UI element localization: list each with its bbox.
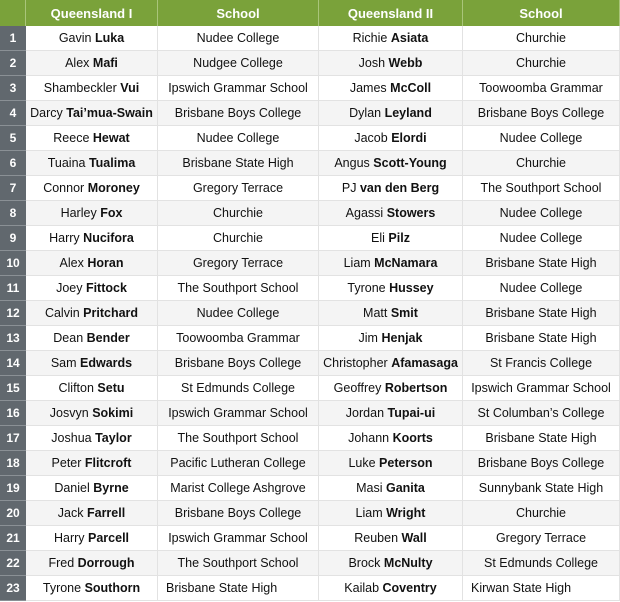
player-first-name: Josh xyxy=(358,56,386,70)
queensland-2-player xyxy=(319,476,463,501)
player-last-name: Tai’mua-Swain xyxy=(66,106,153,120)
queensland-1-player xyxy=(26,551,158,576)
table-row xyxy=(0,501,620,526)
player-first-name: Darcy xyxy=(30,106,63,120)
player-last-name: Byrne xyxy=(93,481,129,495)
player-first-name: Joey xyxy=(56,281,83,295)
player-last-name: Webb xyxy=(388,56,423,70)
row-number: 12 xyxy=(0,301,26,326)
table-row xyxy=(0,376,620,401)
player-last-name: Stowers xyxy=(386,206,436,220)
queensland-1-player xyxy=(26,26,158,51)
player-last-name: Wall xyxy=(401,531,427,545)
player-first-name: Tyrone xyxy=(347,281,386,295)
queensland-2-school: St Edmunds College xyxy=(463,551,620,576)
queensland-2-player xyxy=(319,451,463,476)
queensland-1-school: Nudgee College xyxy=(158,51,319,76)
table-row xyxy=(0,551,620,576)
queensland-1-player xyxy=(26,101,158,126)
player-last-name: van den Berg xyxy=(359,181,440,195)
player-first-name: Jacob xyxy=(354,131,388,145)
queensland-2-school: Churchie xyxy=(463,26,620,51)
row-number: 23 xyxy=(0,576,26,601)
player-first-name: Harry xyxy=(49,231,80,245)
player-first-name: Harley xyxy=(60,206,97,220)
queensland-1-player xyxy=(26,301,158,326)
player-first-name: Angus xyxy=(334,156,370,170)
queensland-1-school: Marist College Ashgrove xyxy=(158,476,319,501)
player-first-name: Jim xyxy=(358,331,378,345)
player-last-name: Farrell xyxy=(86,506,126,520)
queensland-1-player xyxy=(26,451,158,476)
player-first-name: Masi xyxy=(356,481,383,495)
player-first-name: Jordan xyxy=(345,406,385,420)
player-first-name: Calvin xyxy=(44,306,80,320)
queensland-2-player xyxy=(319,526,463,551)
queensland-2-player xyxy=(319,226,463,251)
table-row xyxy=(0,151,620,176)
queensland-1-player xyxy=(26,401,158,426)
player-last-name: Asiata xyxy=(390,31,429,45)
player-last-name: McNulty xyxy=(383,556,433,570)
queensland-2-player xyxy=(319,326,463,351)
player-first-name: Tuaina xyxy=(47,156,86,170)
player-first-name: Reuben xyxy=(354,531,399,545)
table-row xyxy=(0,26,620,51)
queensland-1-school: Brisbane Boys College xyxy=(158,101,319,126)
queensland-2-school: Gregory Terrace xyxy=(463,526,620,551)
row-number: 8 xyxy=(0,201,26,226)
player-last-name: Afamasaga xyxy=(391,356,458,370)
player-first-name: Jack xyxy=(57,506,84,520)
player-last-name: Luka xyxy=(94,31,125,45)
queensland-1-school: St Edmunds College xyxy=(158,376,319,401)
player-first-name: Kailab xyxy=(344,581,380,595)
queensland-1-school: Toowoomba Grammar xyxy=(158,326,319,351)
queensland-2-school: Nudee College xyxy=(463,276,620,301)
player-last-name: Scott-Young xyxy=(373,156,447,170)
player-last-name: Parcell xyxy=(88,531,130,545)
queensland-1-school: Ipswich Grammar School xyxy=(158,76,319,101)
player-last-name: Horan xyxy=(87,256,124,270)
table-row xyxy=(0,576,620,601)
row-number: 2 xyxy=(0,51,26,76)
player-last-name: Leyland xyxy=(384,106,432,120)
player-last-name: Moroney xyxy=(87,181,140,195)
queensland-1-school: The Southport School xyxy=(158,276,319,301)
row-number: 1 xyxy=(0,26,26,51)
queensland-1-player xyxy=(26,176,158,201)
queensland-2-player xyxy=(319,201,463,226)
queensland-1-school: Brisbane Boys College xyxy=(158,351,319,376)
table-row xyxy=(0,351,620,376)
queensland-2-school: Churchie xyxy=(463,501,620,526)
queensland-1-player xyxy=(26,201,158,226)
player-first-name: Johann xyxy=(348,431,390,445)
queensland-2-school: Nudee College xyxy=(463,226,620,251)
queensland-2-school: Brisbane State High xyxy=(463,426,620,451)
queensland-1-school: Brisbane State High xyxy=(158,576,319,601)
queensland-1-school: Pacific Lutheran College xyxy=(158,451,319,476)
player-last-name: Tupai-ui xyxy=(387,406,436,420)
row-number: 18 xyxy=(0,451,26,476)
queensland-1-school: Brisbane State High xyxy=(158,151,319,176)
player-first-name: Brock xyxy=(348,556,381,570)
player-first-name: Dylan xyxy=(349,106,382,120)
player-last-name: Nucifora xyxy=(83,231,134,245)
player-last-name: Taylor xyxy=(95,431,132,445)
queensland-1-player xyxy=(26,251,158,276)
player-last-name: Smit xyxy=(390,306,418,320)
player-first-name: Gavin xyxy=(58,31,92,45)
player-first-name: Reece xyxy=(53,131,90,145)
row-number: 22 xyxy=(0,551,26,576)
player-last-name: Elordi xyxy=(391,131,427,145)
table-row xyxy=(0,101,620,126)
row-number: 10 xyxy=(0,251,26,276)
player-first-name: Alex xyxy=(59,256,84,270)
queensland-1-player xyxy=(26,151,158,176)
player-first-name: Josvyn xyxy=(49,406,89,420)
player-last-name: Setu xyxy=(97,381,125,395)
queensland-2-school: Toowoomba Grammar xyxy=(463,76,620,101)
table-row xyxy=(0,526,620,551)
queensland-1-player xyxy=(26,51,158,76)
queensland-1-player xyxy=(26,276,158,301)
player-last-name: Mafi xyxy=(92,56,118,70)
queensland-2-player xyxy=(319,426,463,451)
player-last-name: Hussey xyxy=(389,281,434,295)
table-row xyxy=(0,226,620,251)
queensland-1-school: Gregory Terrace xyxy=(158,176,319,201)
table-row xyxy=(0,51,620,76)
queensland-2-school: Ipswich Grammar School xyxy=(463,376,620,401)
queensland-2-player xyxy=(319,101,463,126)
player-first-name: Luke xyxy=(348,456,376,470)
queensland-1-player xyxy=(26,76,158,101)
header-queensland-1: Queensland I xyxy=(26,0,158,26)
row-number: 6 xyxy=(0,151,26,176)
player-last-name: Henjak xyxy=(381,331,423,345)
row-number: 11 xyxy=(0,276,26,301)
queensland-1-school: Nudee College xyxy=(158,126,319,151)
queensland-2-school: Sunnybank State High xyxy=(463,476,620,501)
row-number: 5 xyxy=(0,126,26,151)
queensland-1-player xyxy=(26,426,158,451)
table-row xyxy=(0,251,620,276)
queensland-1-school: Ipswich Grammar School xyxy=(158,401,319,426)
player-last-name: Fittock xyxy=(85,281,127,295)
player-last-name: Coventry xyxy=(382,581,437,595)
table-row xyxy=(0,326,620,351)
table-row xyxy=(0,126,620,151)
table-row xyxy=(0,451,620,476)
queensland-1-player xyxy=(26,126,158,151)
queensland-1-school: Gregory Terrace xyxy=(158,251,319,276)
table-row xyxy=(0,176,620,201)
queensland-1-player xyxy=(26,576,158,601)
queensland-2-school: Brisbane Boys College xyxy=(463,451,620,476)
queensland-1-school: Nudee College xyxy=(158,26,319,51)
row-number: 13 xyxy=(0,326,26,351)
queensland-2-player xyxy=(319,151,463,176)
queensland-2-player xyxy=(319,351,463,376)
queensland-2-school: Brisbane Boys College xyxy=(463,101,620,126)
row-number: 14 xyxy=(0,351,26,376)
player-last-name: Koorts xyxy=(392,431,433,445)
table-row xyxy=(0,201,620,226)
player-last-name: Flitcroft xyxy=(84,456,132,470)
player-last-name: Tualima xyxy=(88,156,136,170)
player-last-name: Pritchard xyxy=(83,306,139,320)
player-first-name: Eli xyxy=(371,231,385,245)
player-last-name: Robertson xyxy=(384,381,448,395)
player-last-name: Bender xyxy=(86,331,130,345)
player-first-name: Agassi xyxy=(345,206,384,220)
player-last-name: Edwards xyxy=(80,356,133,370)
player-first-name: Peter xyxy=(51,456,82,470)
player-first-name: Daniel xyxy=(54,481,90,495)
player-first-name: Matt xyxy=(363,306,388,320)
queensland-2-player xyxy=(319,551,463,576)
queensland-1-player xyxy=(26,476,158,501)
queensland-2-school: Churchie xyxy=(463,51,620,76)
row-number: 4 xyxy=(0,101,26,126)
player-first-name: Joshua xyxy=(51,431,92,445)
header-queensland-2: Queensland II xyxy=(319,0,463,26)
row-number: 9 xyxy=(0,226,26,251)
queensland-2-school: Kirwan State High xyxy=(463,576,620,601)
player-first-name: Dean xyxy=(53,331,84,345)
header-row xyxy=(0,0,620,26)
table-row xyxy=(0,426,620,451)
queensland-2-school: Brisbane State High xyxy=(463,326,620,351)
queensland-1-player xyxy=(26,351,158,376)
queensland-2-player xyxy=(319,126,463,151)
row-number: 15 xyxy=(0,376,26,401)
queensland-2-player xyxy=(319,176,463,201)
queensland-2-school: Nudee College xyxy=(463,126,620,151)
queensland-1-school: Brisbane Boys College xyxy=(158,501,319,526)
queensland-2-player xyxy=(319,501,463,526)
queensland-2-player xyxy=(319,301,463,326)
queensland-2-school: St Francis College xyxy=(463,351,620,376)
player-last-name: McColl xyxy=(390,81,432,95)
queensland-2-player xyxy=(319,251,463,276)
table-row xyxy=(0,301,620,326)
player-last-name: Hewat xyxy=(92,131,130,145)
player-last-name: McNamara xyxy=(374,256,438,270)
player-first-name: Fred xyxy=(48,556,75,570)
player-first-name: Connor xyxy=(43,181,85,195)
queensland-1-player xyxy=(26,526,158,551)
player-last-name: Fox xyxy=(100,206,123,220)
queensland-1-player xyxy=(26,226,158,251)
queensland-1-player xyxy=(26,376,158,401)
queensland-1-school: The Southport School xyxy=(158,426,319,451)
player-last-name: Vui xyxy=(120,81,140,95)
queensland-2-player xyxy=(319,376,463,401)
queensland-2-school: The Southport School xyxy=(463,176,620,201)
queensland-1-school: The Southport School xyxy=(158,551,319,576)
player-first-name: Liam xyxy=(343,256,371,270)
player-first-name: Sam xyxy=(50,356,77,370)
queensland-1-school: Nudee College xyxy=(158,301,319,326)
row-number: 21 xyxy=(0,526,26,551)
row-number: 19 xyxy=(0,476,26,501)
queensland-2-player xyxy=(319,276,463,301)
queensland-1-player xyxy=(26,501,158,526)
queensland-1-school: Churchie xyxy=(158,201,319,226)
player-last-name: Dorrough xyxy=(77,556,135,570)
header-corner xyxy=(0,0,26,26)
player-first-name: Shambeckler xyxy=(43,81,117,95)
header-school-1: School xyxy=(158,0,319,26)
player-last-name: Southorn xyxy=(84,581,141,595)
header-school-2: School xyxy=(463,0,620,26)
player-first-name: Geoffrey xyxy=(333,381,382,395)
queensland-1-school: Ipswich Grammar School xyxy=(158,526,319,551)
queensland-2-school: Brisbane State High xyxy=(463,301,620,326)
row-number: 7 xyxy=(0,176,26,201)
queensland-2-player xyxy=(319,51,463,76)
player-last-name: Peterson xyxy=(379,456,433,470)
row-number: 3 xyxy=(0,76,26,101)
player-first-name: Christopher xyxy=(323,356,388,370)
queensland-2-player xyxy=(319,76,463,101)
table-row xyxy=(0,476,620,501)
queensland-2-school: Nudee College xyxy=(463,201,620,226)
queensland-2-player xyxy=(319,401,463,426)
queensland-2-school: St Columban’s College xyxy=(463,401,620,426)
queensland-1-player xyxy=(26,326,158,351)
queensland-2-player xyxy=(319,576,463,601)
table-row xyxy=(0,276,620,301)
player-first-name: PJ xyxy=(341,181,357,195)
player-last-name: Ganita xyxy=(385,481,425,495)
queensland-2-player xyxy=(319,26,463,51)
row-number: 17 xyxy=(0,426,26,451)
row-number: 20 xyxy=(0,501,26,526)
row-number: 16 xyxy=(0,401,26,426)
queensland-1-school: Churchie xyxy=(158,226,319,251)
player-first-name: Liam xyxy=(355,506,383,520)
table-row xyxy=(0,401,620,426)
player-last-name: Pilz xyxy=(388,231,410,245)
queensland-2-school: Churchie xyxy=(463,151,620,176)
table-row xyxy=(0,76,620,101)
player-first-name: Clifton xyxy=(58,381,94,395)
player-first-name: Tyrone xyxy=(42,581,82,595)
queensland-2-school: Brisbane State High xyxy=(463,251,620,276)
player-first-name: Alex xyxy=(65,56,90,70)
player-first-name: Richie xyxy=(352,31,388,45)
player-last-name: Sokimi xyxy=(92,406,134,420)
player-first-name: Harry xyxy=(53,531,85,545)
player-first-name: James xyxy=(349,81,387,95)
player-last-name: Wright xyxy=(386,506,426,520)
